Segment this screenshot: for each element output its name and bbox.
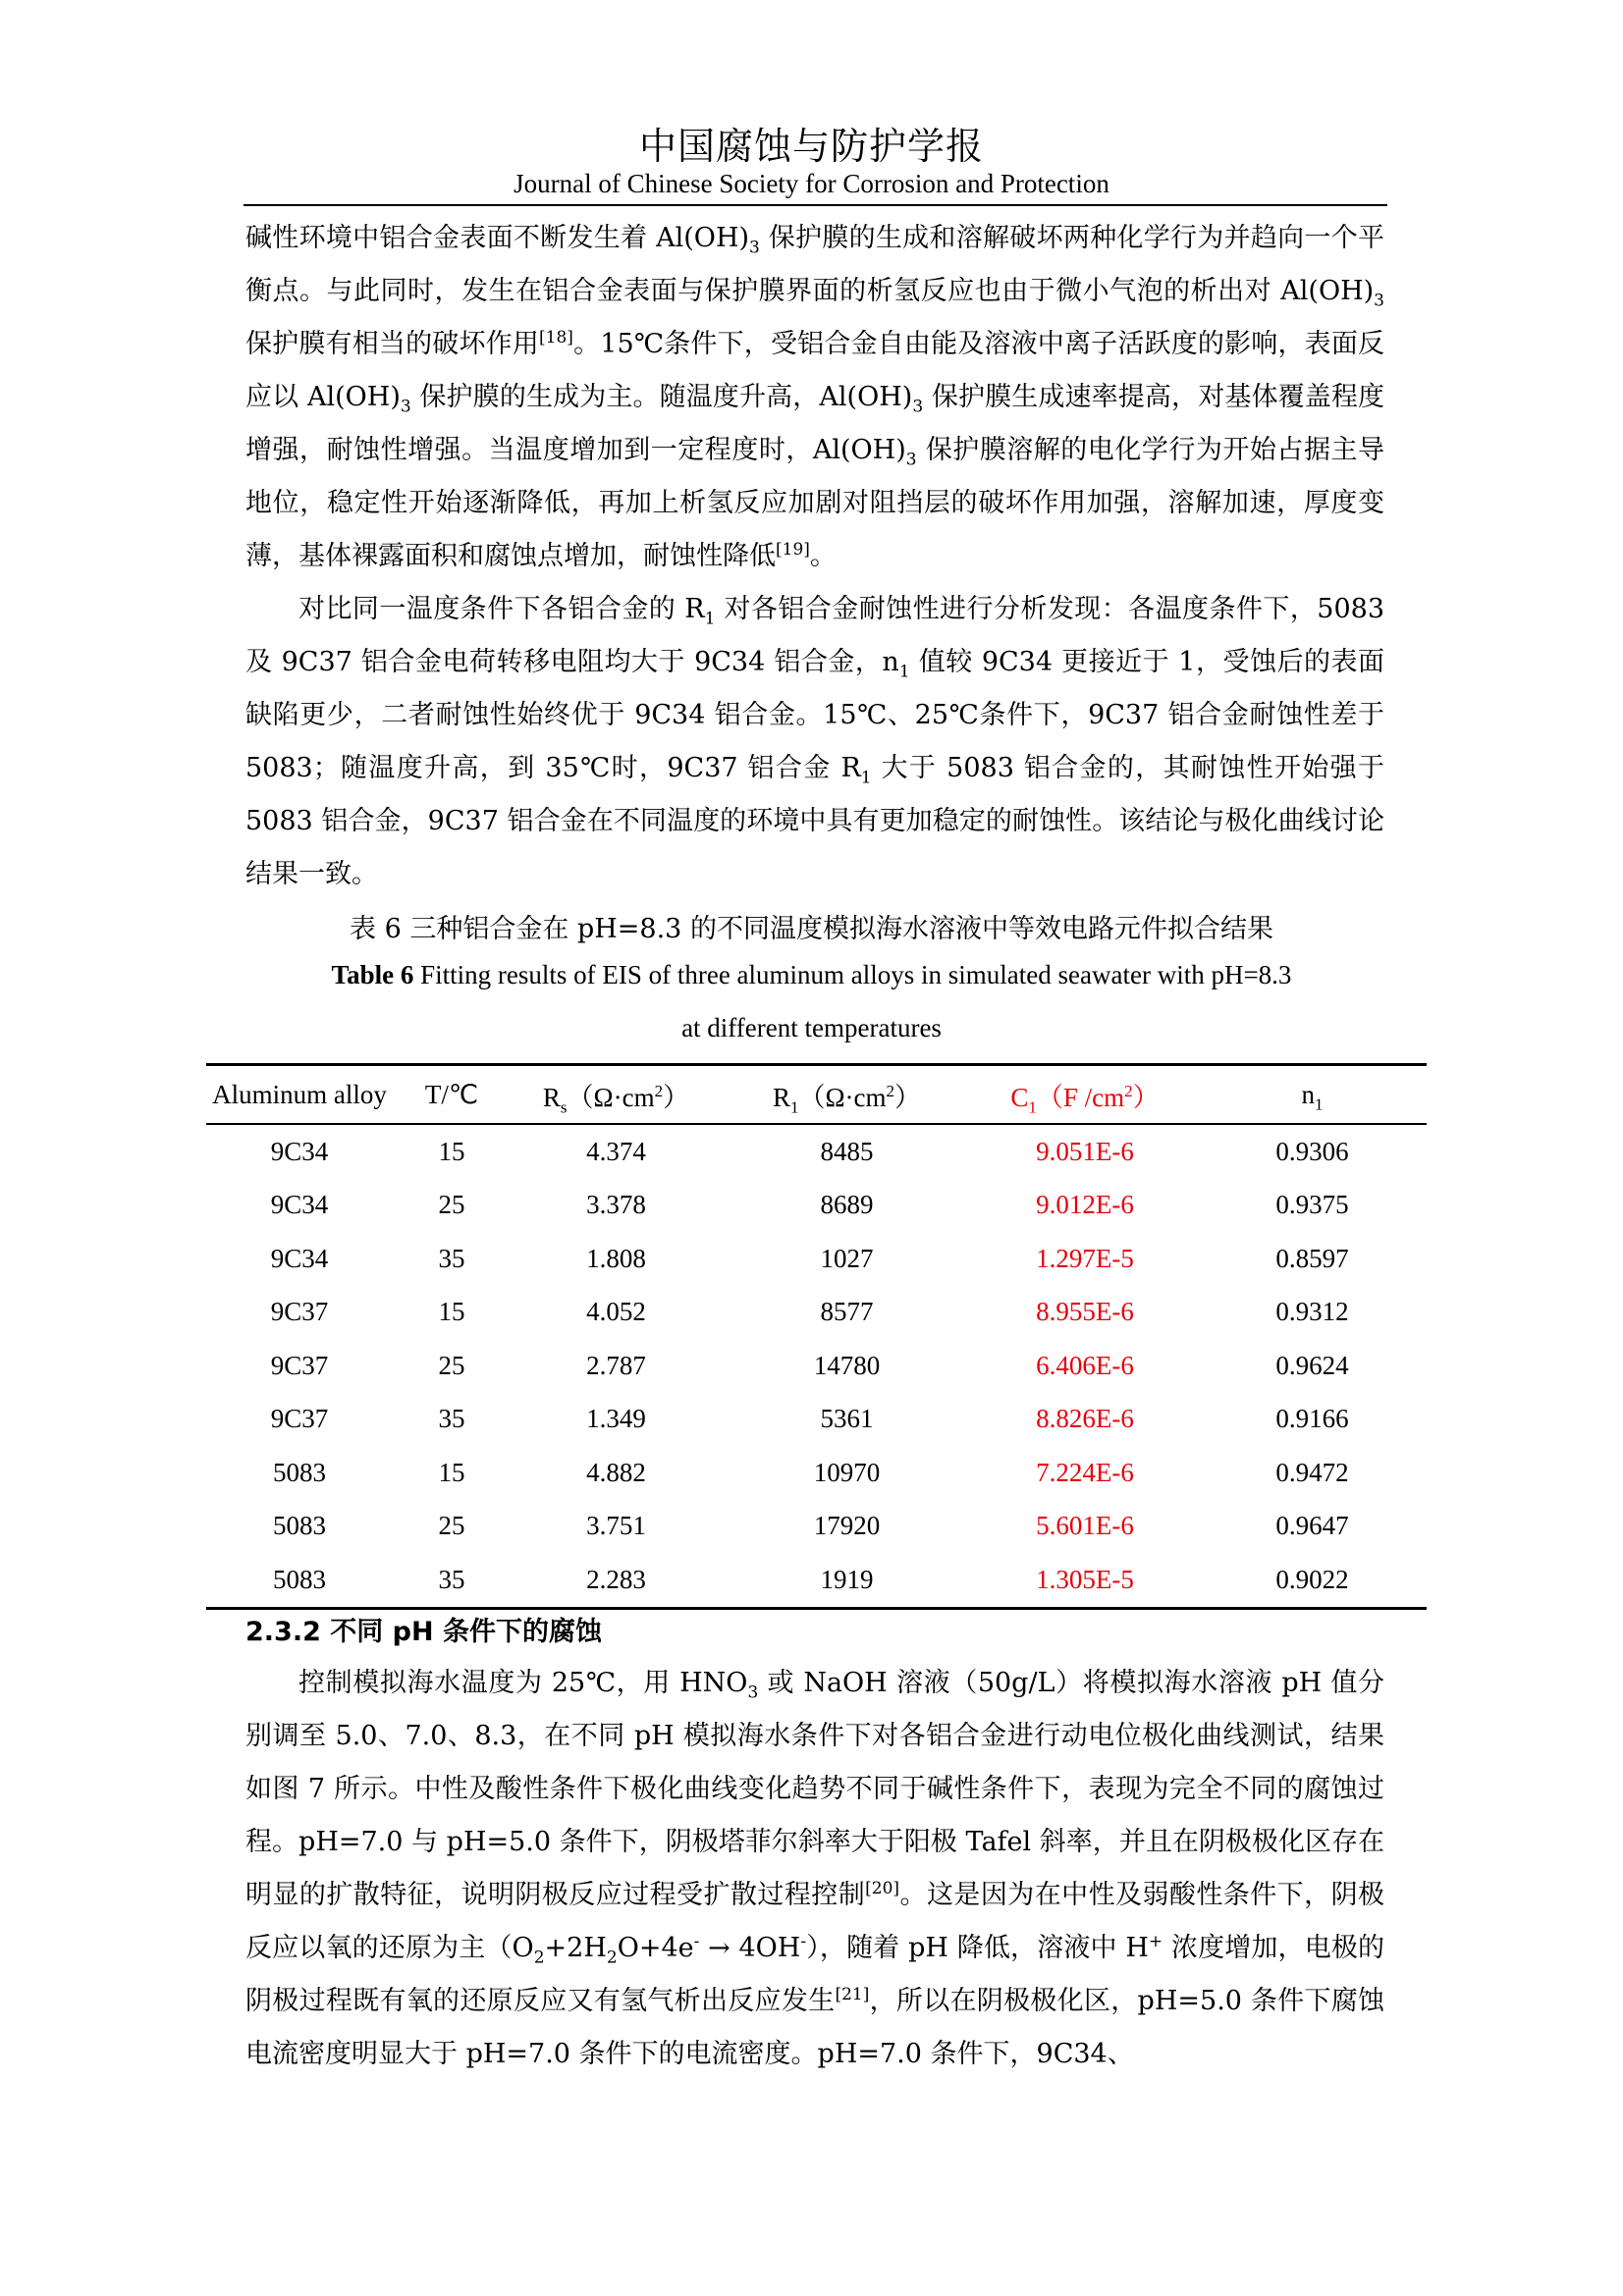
cell-temperature: 15 xyxy=(438,1457,465,1487)
paragraph-2: 对比同一温度条件下各铝合金的 $R_1$ 对各铝合金耐蚀性进行分析发现：各温度条件下，5083 及 9C37 铝合金电荷转移电阻均大于 9C34 铝合金，$n_1$ 值较 9C34 更接近于 1，受蚀后的表面缺陷更少，二者耐蚀性始终优于 9C34 铝合金。15℃、25℃条件下，9C37 铝合金耐蚀性差于 5083；随温度升高，到 35℃时，9C37 铝合金 $R_1$ 大于 5083 铝合金的，其耐蚀性开始强于 5083 铝合金，9C37 铝合金在不同温度的环境中具有更加稳定的耐蚀性。该结论与极化曲线讨论结果一致。 xyxy=(245,594,1385,889)
table-caption-cn: 表 6 三种铝合金在 pH=8.3 的不同温度模拟海水溶液中等效电路元件拟合结果 xyxy=(350,914,1273,944)
table-row xyxy=(206,1500,1427,1554)
table-row xyxy=(206,1553,1427,1608)
table-caption-en-line2: at different temperatures xyxy=(681,1013,942,1042)
cell-r1: 1027 xyxy=(820,1243,874,1273)
cell-alloy: 9C37 xyxy=(270,1350,329,1380)
citation-21[interactable]: [21] xyxy=(835,1985,870,2004)
cell-rs: 2.283 xyxy=(586,1564,646,1594)
cell-alloy: 9C34 xyxy=(270,1136,329,1166)
cell-c1: 1.305E-5 xyxy=(1036,1564,1134,1594)
cell-n1: 0.9306 xyxy=(1275,1136,1349,1166)
cell-n1: 0.9624 xyxy=(1275,1350,1349,1380)
header-n1: $n_1$ xyxy=(1301,1079,1324,1113)
cell-temperature: 15 xyxy=(438,1136,465,1166)
cell-alloy: 9C37 xyxy=(270,1404,329,1434)
table-row xyxy=(206,1179,1427,1233)
cell-r1: 5361 xyxy=(820,1404,874,1434)
cell-c1: 9.012E-6 xyxy=(1036,1190,1134,1220)
cell-n1: 0.9166 xyxy=(1275,1404,1349,1434)
results-table xyxy=(206,1063,1427,1610)
cell-temperature: 35 xyxy=(438,1404,465,1434)
cell-r1: 14780 xyxy=(813,1350,881,1380)
table-row xyxy=(206,1124,1427,1179)
cell-temperature: 15 xyxy=(438,1297,465,1327)
cell-n1: 0.9647 xyxy=(1275,1511,1349,1541)
cell-alloy: 9C34 xyxy=(270,1243,329,1273)
cell-c1: 6.406E-6 xyxy=(1036,1350,1134,1380)
cell-alloy: 9C37 xyxy=(270,1297,329,1327)
cell-temperature: 35 xyxy=(438,1564,465,1594)
paragraph-1: 碱性环境中铝合金表面不断发生着 $Al(OH)_3$ 保护膜的生成和溶解破坏两种化学行为并趋向一个平衡点。与此同时，发生在铝合金表面与保护膜界面的析氢反应也由于微小气泡的析出对 $Al(OH)_3$ 保护膜有相当的破坏作用[18]。15℃条件下，受铝合金自由能及溶液中离子活跃度的影响，表面反应以 $Al(OH)_3$ 保护膜的生成为主。随温度升高，$Al(OH)_3$ 保护膜生成速率提高，对基体覆盖程度增强，耐蚀性增强。当温度增加到一定程度时，$Al(OH)_3$ 保护膜溶解的电化学行为开始占据主导地位，稳定性开始逐渐降低，再加上析氢反应加剧对阻挡层的破坏作用加强，溶解加速，厚度变薄，基体裸露面积和腐蚀点增加，耐蚀性降低[19]。 xyxy=(245,223,1385,571)
table-header-row xyxy=(206,1065,1427,1125)
cell-temperature: 35 xyxy=(438,1243,465,1273)
cell-alloy: 5083 xyxy=(273,1457,326,1487)
cell-r1: 10970 xyxy=(813,1457,881,1487)
cell-n1: 0.9375 xyxy=(1275,1190,1349,1220)
cell-c1: 8.955E-6 xyxy=(1036,1297,1134,1327)
citation-18[interactable]: [18] xyxy=(539,328,573,347)
cell-c1: 1.297E-5 xyxy=(1036,1243,1134,1273)
citation-19[interactable]: [19] xyxy=(776,540,810,560)
cell-temperature: 25 xyxy=(438,1190,465,1220)
header-divider xyxy=(243,204,1387,206)
cell-c1: 9.051E-6 xyxy=(1036,1136,1134,1166)
cell-r1: 8485 xyxy=(820,1136,874,1166)
cell-n1: 0.8597 xyxy=(1275,1243,1349,1273)
cell-r1: 1919 xyxy=(820,1564,874,1594)
cell-rs: 4.882 xyxy=(586,1457,646,1487)
cell-rs: 4.374 xyxy=(586,1136,646,1166)
header-c1: $C_1(F$ $/cm^2$） xyxy=(1010,1081,1160,1116)
table-row xyxy=(206,1393,1427,1447)
paragraph-3: 控制模拟海水温度为 25℃，用 $HNO_3$ 或 NaOH 溶液（50g/L）将模拟海水溶液 pH 值分别调至 5.0、7.0、8.3，在不同 pH 模拟海水条件下对各铝合金进行动电位极化曲线测试，结果如图 7 所示。中性及酸性条件下极化曲线变化趋势不同于碱性条件下，表现为完全不同的腐蚀过程。pH=7.0 与 pH=5.0 条件下，阴极塔菲尔斜率大于阳极 Tafel 斜率，并且在阴极极化区存在明显的扩散特征，说明阴极反应过程受扩散过程控制[20]。这是因为在中性及弱酸性条件下，阴极反应以氧的还原为主$(O_2+2H_2O+4e^- \to 4OH^-)$，随着 pH 降低，溶液中 H+ 浓度增加，电极的阴极过程既有氧的还原反应又有氢气析出反应发生[21]，所以在阴极极化区，pH=5.0 条件下腐蚀电流密度明显大于 pH=7.0 条件下的电流密度。pH=7.0 条件下，9C34、 xyxy=(245,1668,1385,2069)
cell-c1: 5.601E-6 xyxy=(1036,1511,1134,1541)
cell-c1: 8.826E-6 xyxy=(1036,1404,1134,1434)
header-r1: $R_1(\Omega\cdot cm^2)$ xyxy=(772,1081,922,1116)
cell-temperature: 25 xyxy=(438,1350,465,1380)
header-temperature: T/℃ xyxy=(424,1079,479,1109)
cell-alloy: 5083 xyxy=(273,1511,326,1541)
cell-alloy: 9C34 xyxy=(270,1190,329,1220)
table-row xyxy=(206,1446,1427,1500)
cell-r1: 8577 xyxy=(820,1297,874,1327)
cell-c1: 7.224E-6 xyxy=(1036,1457,1134,1487)
cell-rs: 1.808 xyxy=(586,1243,646,1273)
cell-rs: 1.349 xyxy=(586,1404,646,1434)
header-alloy: Aluminum alloy xyxy=(212,1079,387,1109)
cell-temperature: 25 xyxy=(438,1511,465,1541)
cell-rs: 3.751 xyxy=(586,1511,646,1541)
cell-rs: 4.052 xyxy=(586,1297,646,1327)
cell-rs: 2.787 xyxy=(586,1350,646,1380)
cell-rs: 3.378 xyxy=(586,1190,646,1220)
journal-title-cn: 中国腐蚀与防护学报 xyxy=(638,125,984,168)
cell-r1: 8689 xyxy=(820,1190,874,1220)
journal-title-en: Journal of Chinese Society for Corrosion and Protection xyxy=(514,169,1109,198)
table-caption-en: Table 6 Fitting results of EIS of three aluminum alloys in simulated seawater with pH=8.3 xyxy=(331,960,1292,989)
table-row xyxy=(206,1339,1427,1393)
table-row xyxy=(206,1286,1427,1340)
cell-n1: 0.9312 xyxy=(1275,1297,1349,1327)
cell-r1: 17920 xyxy=(813,1511,881,1541)
cell-n1: 0.9472 xyxy=(1275,1457,1349,1487)
cell-n1: 0.9022 xyxy=(1275,1564,1349,1594)
section-heading: 2.3.2 不同 pH 条件下的腐蚀 xyxy=(245,1617,602,1647)
header-rs: $R_s(\Omega\cdot cm^2)$ xyxy=(542,1081,690,1116)
cell-alloy: 5083 xyxy=(273,1564,326,1594)
citation-20[interactable]: [20] xyxy=(865,1879,900,1898)
table-row xyxy=(206,1232,1427,1286)
